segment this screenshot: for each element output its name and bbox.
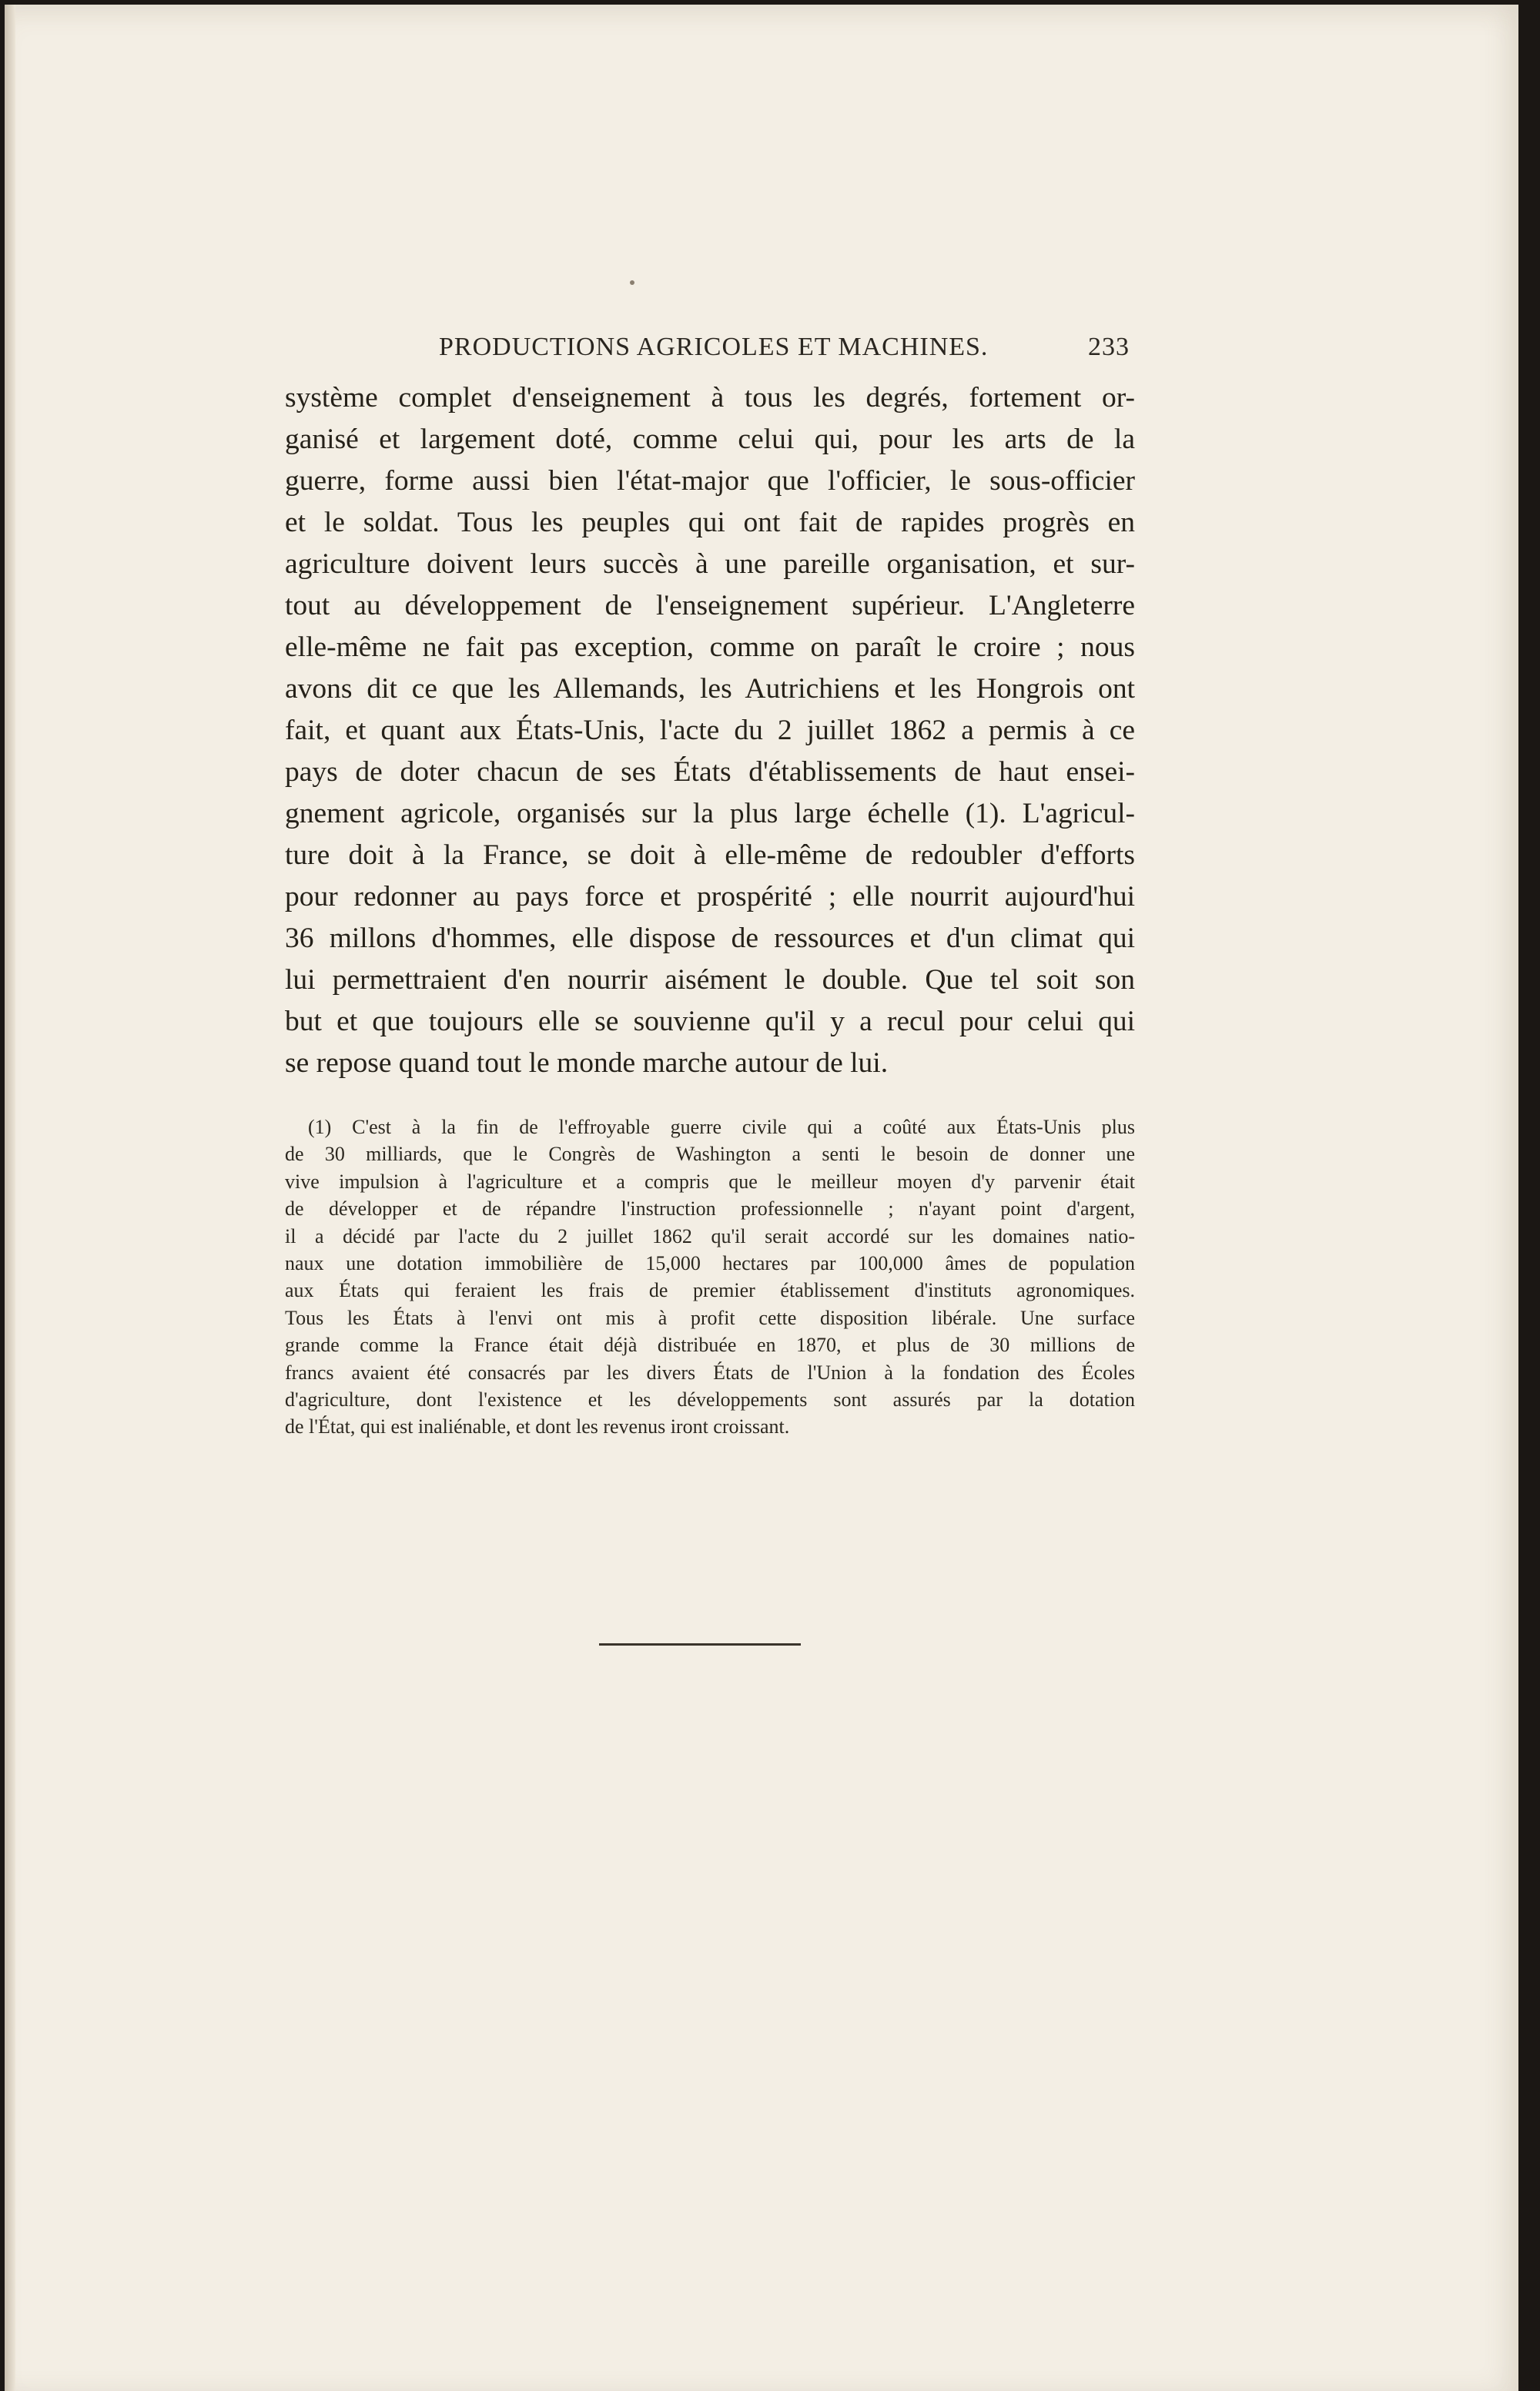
text-line: gnement agricole, organisés sur la plus large échelle (1). L'agricul- bbox=[285, 798, 1135, 829]
footnote-line: Tous les États à l'envi ont mis à profit cette disposition libérale. Une surface bbox=[285, 1306, 1135, 1329]
footnote-line: vive impulsion à l'agriculture et a compris que le meilleur moyen d'y parvenir était bbox=[285, 1170, 1135, 1193]
footnote-line: (1) C'est à la fin de l'effroyable guerre civile qui a coûté aux États-Unis plus bbox=[308, 1116, 1135, 1138]
footnote-line: francs avaient été consacrés par les divers États de l'Union à la fondation des Écoles bbox=[285, 1361, 1135, 1384]
footnote-line: il a décidé par l'acte du 2 juillet 1862 qu'il serait accordé sur les domaines natio- bbox=[285, 1224, 1135, 1247]
footnote-line: de développer et de répandre l'instruction professionnelle ; n'ayant point d'argent, bbox=[285, 1197, 1135, 1221]
text-line: lui permettraient d'en nourrir aisément le double. Que tel soit son bbox=[285, 964, 1135, 996]
text-line: ture doit à la France, se doit à elle-même de redoubler d'efforts bbox=[285, 839, 1135, 871]
main-paragraph bbox=[285, 377, 1135, 1084]
paper-speck bbox=[630, 280, 634, 285]
footnote-line: de l'État, qui est inaliénable, et dont les revenus iront croissant. bbox=[285, 1415, 790, 1438]
running-title: PRODUCTIONS AGRICOLES ET MACHINES. bbox=[439, 333, 989, 361]
text-line: ganisé et largement doté, comme celui qui, pour les arts de la bbox=[285, 424, 1135, 455]
footnote-line: grande comme la France était déjà distribuée en 1870, et plus de 30 millions de bbox=[285, 1334, 1135, 1357]
footnote-line: aux États qui feraient les frais de premier établissement d'instituts agronomiques. bbox=[285, 1279, 1135, 1302]
text-line: pays de doter chacun de ses États d'établissements de haut ensei- bbox=[285, 756, 1135, 788]
footnote bbox=[285, 1113, 1135, 1441]
text-line: avons dit ce que les Allemands, les Autrichiens et les Hongrois ont bbox=[285, 673, 1135, 705]
text-line: et le soldat. Tous les peuples qui ont fait de rapides progrès en bbox=[285, 507, 1135, 538]
text-line: système complet d'enseignement à tous les degrés, fortement or- bbox=[285, 382, 1135, 414]
text-line: 36 millons d'hommes, elle dispose de ressources et d'un climat qui bbox=[285, 923, 1135, 954]
text-line: agriculture doivent leurs succès à une pareille organisation, et sur- bbox=[285, 548, 1135, 580]
text-line: guerre, forme aussi bien l'état-major que l'officier, le sous-officier bbox=[285, 465, 1135, 497]
text-line: but et que toujours elle se souvienne qu'il y a recul pour celui qui bbox=[285, 1006, 1135, 1037]
text-line: tout au développement de l'enseignement supérieur. L'Angleterre bbox=[285, 590, 1135, 621]
text-line: elle-même ne fait pas exception, comme on paraît le croire ; nous bbox=[285, 631, 1135, 663]
text-line: se repose quand tout le monde marche autour de lui. bbox=[285, 1047, 889, 1079]
page-gutter bbox=[5, 5, 15, 2391]
footnote-line: naux une dotation immobilière de 15,000 hectares par 100,000 âmes de population bbox=[285, 1251, 1135, 1274]
footnote-line: d'agriculture, dont l'existence et les développements sont assurés par la dotation bbox=[285, 1388, 1135, 1411]
text-line: pour redonner au pays force et prospérité ; elle nourrit aujourd'hui bbox=[285, 881, 1135, 913]
end-rule bbox=[599, 1643, 801, 1646]
running-header bbox=[285, 322, 1132, 368]
page-number: 233 bbox=[1088, 333, 1130, 361]
text-line: fait, et quant aux États-Unis, l'acte du 2 juillet 1862 a permis à ce bbox=[285, 715, 1135, 746]
footnote-line: de 30 milliards, que le Congrès de Washington a senti le besoin de donner une bbox=[285, 1143, 1135, 1166]
